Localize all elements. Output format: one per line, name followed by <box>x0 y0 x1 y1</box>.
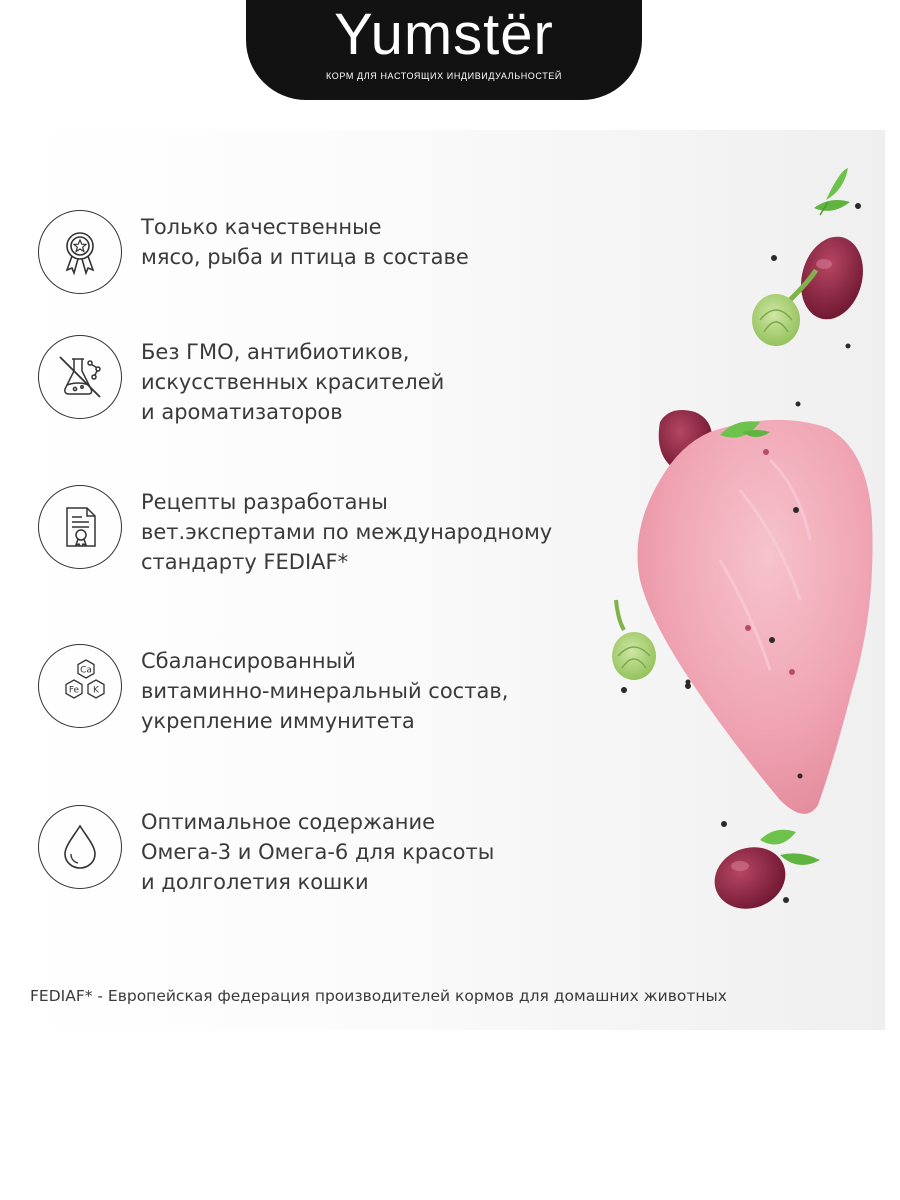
feature-line: и ароматизаторов <box>141 400 343 424</box>
feature-text <box>141 807 661 897</box>
mineral-label-fe: Fe <box>68 685 80 696</box>
feature-line: вет.экспертами по международному <box>141 520 553 544</box>
leaf-top <box>814 168 850 215</box>
feature-line: укрепление иммунитета <box>141 709 415 733</box>
quality-award-icon <box>38 210 122 294</box>
feature-line: и долголетия кошки <box>141 870 369 894</box>
brand-logo <box>246 0 642 100</box>
feature-text <box>141 212 661 272</box>
oil-drop-icon <box>38 805 122 889</box>
feature-line: стандарту FEDIAF* <box>141 550 349 574</box>
chicken-fillet <box>638 420 873 814</box>
liver-piece-bottom <box>706 837 794 918</box>
artichoke-top <box>752 270 816 346</box>
food-illustration <box>600 160 900 960</box>
liver-piece-top <box>792 230 872 327</box>
feature-line: Рецепты разработаны <box>141 490 388 514</box>
no-gmo-flask-icon <box>38 335 122 419</box>
brand-tagline: КОРМ ДЛЯ НАСТОЯЩИХ ИНДИВИДУАЛЬНОСТЕЙ <box>326 71 562 81</box>
feature-line: Без ГМО, антибиотиков, <box>141 340 410 364</box>
feature-line: Только качественные <box>141 215 382 239</box>
minerals-icon <box>38 644 122 728</box>
feature-text <box>141 487 661 577</box>
mineral-label-k: K <box>93 685 99 696</box>
certificate-document-icon <box>38 485 122 569</box>
footnote: FEDIAF* - Европейская федерация производителей кормов для домашних животных <box>30 987 727 1005</box>
feature-line: Омега-3 и Омега-6 для красоты <box>141 840 495 864</box>
feature-text <box>141 337 661 427</box>
feature-line: Оптимальное содержание <box>141 810 436 834</box>
feature-line: Сбалансированный <box>141 649 356 673</box>
brand-name: Yumstër <box>334 2 554 67</box>
mineral-label-ca: Ca <box>80 665 92 676</box>
feature-text <box>141 646 661 736</box>
artichoke-middle <box>612 600 656 680</box>
feature-line: искусственных красителей <box>141 370 445 394</box>
feature-line: витаминно-минеральный состав, <box>141 679 509 703</box>
feature-line: мясо, рыба и птица в составе <box>141 245 469 269</box>
